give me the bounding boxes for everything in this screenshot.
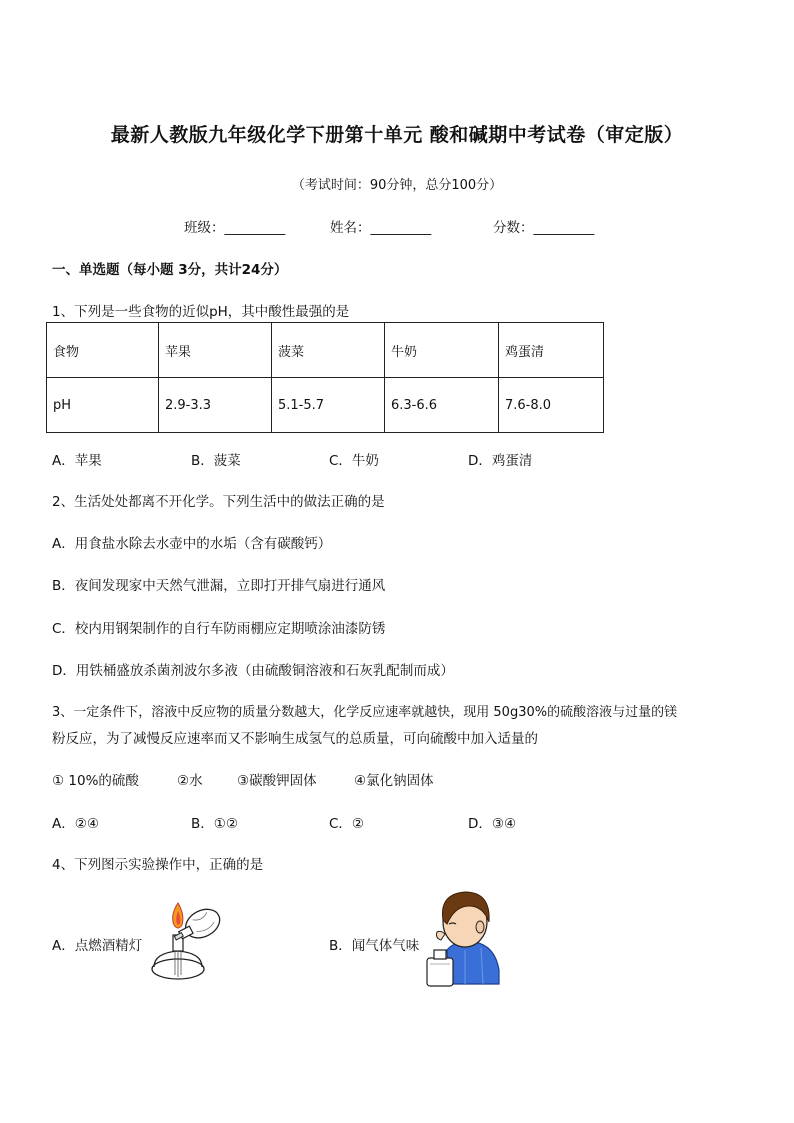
q4-option-a: A．点燃酒精灯	[52, 938, 143, 954]
q3-option-d: D．③④	[468, 816, 517, 832]
alcohol-lamp-illustration	[148, 895, 230, 987]
q1-option-c: C．牛奶	[329, 453, 379, 469]
q4-option-b: B．闻气体气味	[329, 938, 420, 954]
question-1-stem: 1、下列是一些食物的近似pH，其中酸性最强的是	[52, 304, 350, 320]
q3-choice-4: ④氯化钠固体	[354, 773, 434, 789]
class-field: 班级：_________	[184, 220, 286, 236]
table-cell: 5.1-5.7	[272, 378, 385, 433]
exam-title: 最新人教版九年级化学下册第十单元 酸和碱期中考试卷（审定版）	[110, 124, 684, 146]
q3-choice-2: ②水	[177, 773, 203, 789]
q3-option-b: B．①②	[191, 816, 238, 832]
question-4-stem: 4、下列图示实验操作中，正确的是	[52, 857, 264, 873]
section-heading: 一、单选题（每小题 3分，共计24分）	[52, 262, 288, 278]
q1-option-b: B．菠菜	[191, 453, 241, 469]
table-row	[47, 378, 604, 433]
table-cell: 食物	[47, 323, 159, 378]
table-cell: 6.3-6.6	[385, 378, 499, 433]
table-cell: 菠菜	[272, 323, 385, 378]
q1-option-d: D．鸡蛋清	[468, 453, 533, 469]
q2-option-d: D．用铁桶盛放杀菌剂波尔多液（由硫酸铜溶液和石灰乳配制而成）	[52, 663, 454, 679]
score-field: 分数：_________	[493, 220, 595, 236]
q3-option-c: C．②	[329, 816, 365, 832]
q3-choice-1: ① 10%的硫酸	[52, 773, 139, 789]
q2-option-a: A．用食盐水除去水壶中的水垢（含有碳酸钙）	[52, 536, 332, 552]
exam-subtitle: （考试时间：90分钟，总分100分）	[291, 178, 503, 193]
q1-option-a: A．苹果	[52, 453, 102, 469]
table-cell: 鸡蛋清	[499, 323, 604, 378]
q3-choice-3: ③碳酸钾固体	[237, 773, 317, 789]
name-field: 姓名：_________	[330, 220, 432, 236]
q2-option-c: C．校内用钢架制作的自行车防雨棚应定期喷涂油漆防锈	[52, 621, 386, 637]
q2-option-b: B．夜间发现家中天然气泄漏，立即打开排气扇进行通风	[52, 578, 386, 594]
q3-option-a: A．②④	[52, 816, 99, 832]
question-2-stem: 2、生活处处都离不开化学。下列生活中的做法正确的是	[52, 494, 385, 510]
table-header-row	[47, 323, 604, 378]
ph-table	[46, 322, 604, 433]
table-cell: 2.9-3.3	[159, 378, 272, 433]
table-cell: pH	[47, 378, 159, 433]
table-cell: 7.6-8.0	[499, 378, 604, 433]
smelling-gas-illustration	[425, 880, 503, 988]
table-cell: 苹果	[159, 323, 272, 378]
table-cell: 牛奶	[385, 323, 499, 378]
question-3-stem-line2: 粉反应，为了减慢反应速率而又不影响生成氢气的总质量，可向硫酸中加入适量的	[52, 731, 538, 747]
question-3-stem-line1: 3、一定条件下，溶液中反应物的质量分数越大，化学反应速率就越快，现用 50g30%的硫酸溶液与过量的镁	[52, 705, 678, 720]
